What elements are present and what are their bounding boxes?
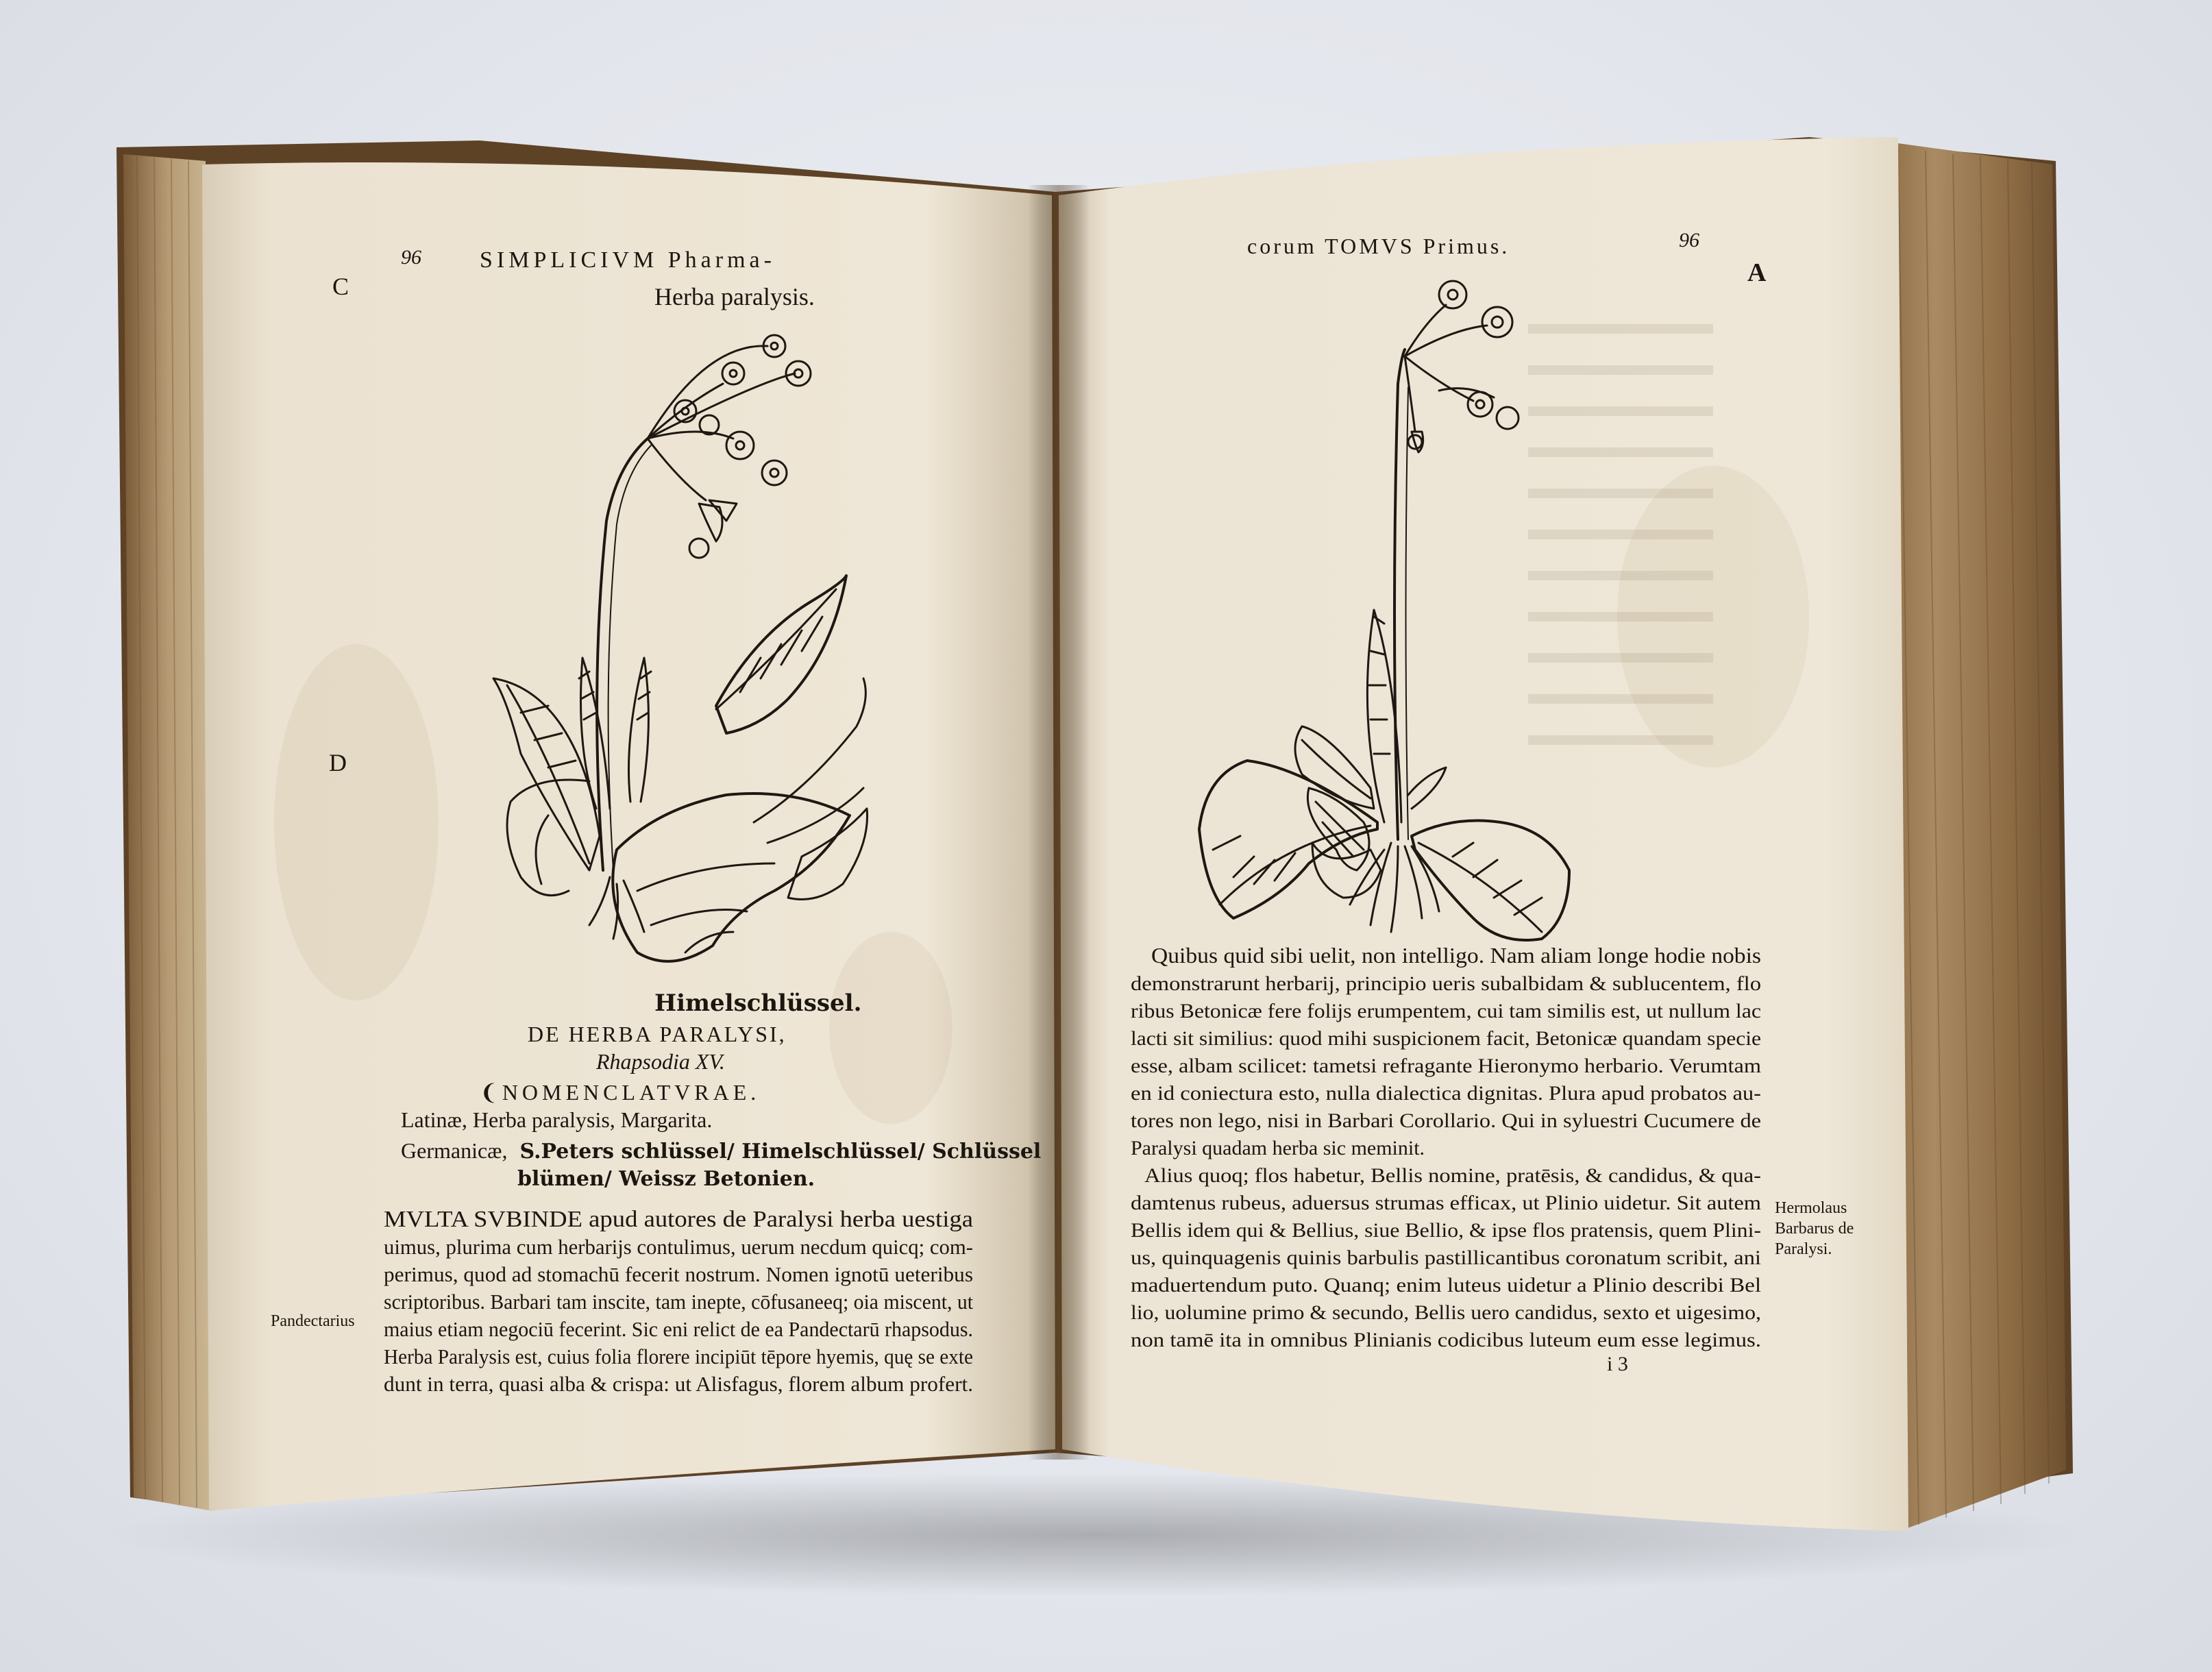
chapter-subtitle: Rhapsodia XV. <box>596 1049 725 1074</box>
left-body-line-6: Herba Paralysis est, cuius folia florere incipiūt tēpore hyemis, quę se exte <box>384 1344 973 1368</box>
left-marginal-note: Pandectarius <box>271 1312 355 1330</box>
right-body-line-12: us, quinquagenis quinis barbulis pastillicantibus coronatum scribit, ani <box>1131 1246 1761 1269</box>
right-running-head-number: 96 <box>1679 229 1699 251</box>
chapter-title: DE HERBA PARALYSI, <box>528 1022 787 1046</box>
nomenclature-heading: ❨NOMENCLATVRAE. <box>480 1080 761 1105</box>
left-body-line-2: uimus, plurima cum herbarijs contulimus, uerum necdum quicq; com- <box>384 1235 973 1259</box>
right-body-line-2: demonstrarunt herbarij, principio ueris subalbidam & sublucentem, flo <box>1131 972 1761 995</box>
gutter-shadow <box>1028 185 1090 1460</box>
right-body-line-6: en id coniectura esto, nulla dialectica dignitas. Plura apud probatos au- <box>1131 1082 1761 1105</box>
right-running-head: corum TOMVS Primus. <box>1247 234 1510 258</box>
left-body-line-4: scriptoribus. Barbari tam inscite, tam inepte, cōfusaneeq; oia miscent, ut <box>384 1290 974 1314</box>
left-body-line-7: dunt in terra, quasi alba & crispa: ut Alisfagus, florem album profert. <box>384 1372 973 1396</box>
left-line-latinae: Latinæ, Herba paralysis, Margarita. <box>401 1107 713 1132</box>
left-line-germanicae <box>401 1138 1041 1164</box>
right-body-line-14: lio, uolumine primo & secundo, Bellis uero candidus, sexto et uigesimo, <box>1131 1301 1761 1324</box>
left-body-line-5: maius etiam negociū fecerint. Sic eni relict de ea Pandectarū rhapsodus. <box>384 1317 973 1341</box>
right-body-line-1: Quibus quid sibi uelit, non intelligo. Nam aliam longe hodie nobis <box>1151 943 1761 968</box>
right-body-line-3: ribus Betonicæ fere folijs erumpentem, cui tam similis est, ut nullum lac <box>1131 1000 1761 1022</box>
left-fore-edge <box>123 154 212 1511</box>
right-body-line-10: damtenus rubeus, aduersus strumas efficax, ut Plinio uidetur. Sit autem <box>1131 1192 1761 1214</box>
left-vernacular-caption: Himelschlüssel. <box>654 989 862 1017</box>
left-line-germanicae-cont: blümen/ Weissz Betonien. <box>517 1167 815 1191</box>
right-marginal-note-1: Hermolaus <box>1775 1199 1847 1217</box>
left-section-letter-d: D <box>329 749 347 776</box>
right-body-line-9: Alius quoq; flos habetur, Bellis nomine, pratēsis, & candidus, & qua- <box>1144 1164 1761 1187</box>
right-body-line-5: esse, albam scilicet: tametsi refragante Hieronymo herbario. Verumtam <box>1131 1055 1761 1077</box>
right-body-line-15: non tamē ita in omnibus Plinianis codicibus luteum eum esse legimus. <box>1131 1329 1761 1351</box>
left-running-head: SIMPLICIVM Pharma- <box>480 247 776 273</box>
germanic-label: Germanicæ, <box>401 1138 508 1163</box>
left-body-line-3: perimus, quod ad stomachū fecerit nostrum. Nomen ignotū ueteribus <box>384 1262 973 1286</box>
signature-mark: i 3 <box>1607 1353 1628 1375</box>
left-figure-caption: Herba paralysis. <box>654 283 815 310</box>
right-marginal-note-3: Paralysi. <box>1775 1240 1832 1258</box>
right-body-line-7: tores non lego, nisi in Barbari Corollario. Qui in syluestri Cucumere de <box>1131 1109 1761 1132</box>
right-body-line-11: Bellis idem qui & Bellius, siue Bellio, & ipse flos pratensis, quem Plini- <box>1131 1219 1761 1242</box>
right-section-letter-a: A <box>1747 258 1767 287</box>
germanic-names: S.Peters schlüssel/ Himelschlüssel/ Schlüssel <box>519 1140 1042 1164</box>
right-body-line-4: lacti sit similius: quod mihi suspicionem facit, Betonicæ quandam specie <box>1131 1027 1761 1050</box>
left-body-line-1: MVLTA SVBINDE apud autores de Paralysi herba uestiga <box>384 1207 973 1232</box>
right-body-line-8: Paralysi quadam herba sic meminit. <box>1131 1137 1425 1159</box>
left-section-letter-c: C <box>332 273 349 300</box>
right-body-line-13: maduertendum puto. Quanq; enim luteus uidetur a Plinio describi Bel <box>1131 1274 1761 1296</box>
left-running-head-number: 96 <box>401 246 421 269</box>
right-marginal-note-2: Barbarus de <box>1775 1220 1854 1238</box>
